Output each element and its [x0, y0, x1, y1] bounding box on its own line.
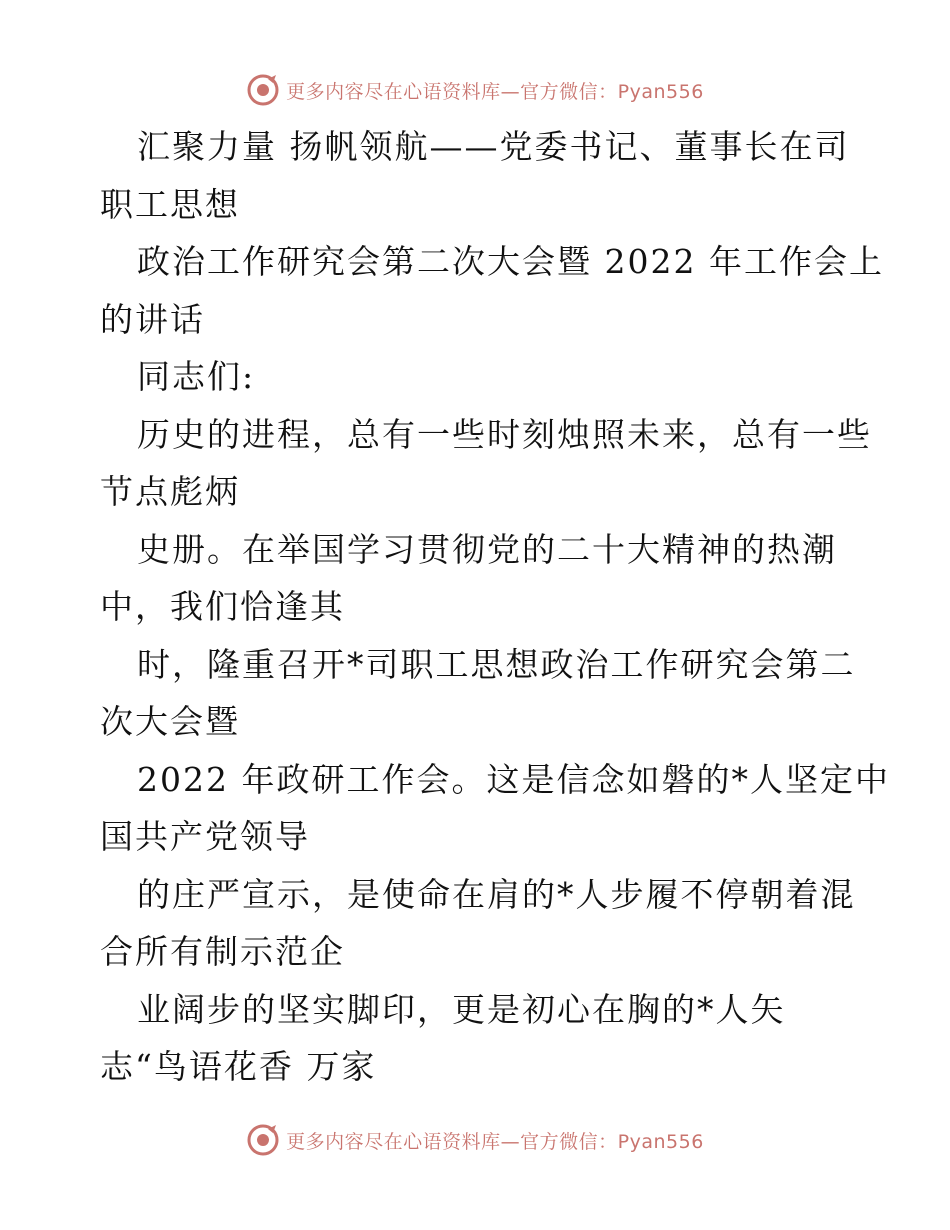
paragraph-line: 中，我们恰逢其 [100, 587, 345, 626]
title-line-1: 汇聚力量 扬帆领航——党委书记、董事长在司 [137, 127, 850, 166]
paragraph-line: 史册。在举国学习贯彻党的二十大精神的热潮 [137, 529, 837, 569]
document-body [100, 118, 890, 1096]
paragraph-line: 次大会暨 [100, 702, 240, 741]
paragraph-line: 节点彪炳 [100, 472, 240, 511]
paragraph-line: 业阔步的坚实脚印，更是初心在胸的*人矢 [137, 989, 786, 1029]
seal-icon [246, 73, 280, 107]
paragraph-line: 历史的进程，总有一些时刻烛照未来，总有一些 [137, 414, 872, 454]
watermark-text: 更多内容尽在心语资料库—官方微信：Pyan556 [286, 1130, 704, 1153]
paragraph-line: 国共产党领导 [100, 817, 310, 856]
title-line-3: 政治工作研究会第二次大会暨 2022 年工作会上 [137, 242, 884, 281]
paragraph-line: 合所有制示范企 [100, 932, 345, 971]
salutation: 同志们: [137, 357, 256, 396]
watermark-header [0, 70, 950, 110]
seal-icon [246, 1123, 280, 1157]
watermark-footer [0, 1120, 950, 1160]
paragraph-line: 的庄严宣示，是使命在肩的*人步履不停朝着混 [137, 874, 856, 914]
title-line-2: 职工思想 [100, 184, 240, 224]
paragraph-line: 志“鸟语花香 万家 [100, 1047, 377, 1086]
paragraph-line: 时，隆重召开*司职工思想政治工作研究会第二 [137, 644, 856, 684]
title-line-4: 的讲话 [100, 299, 205, 339]
paragraph-line: 2022 年政研工作会。这是信念如磐的*人坚定中 [137, 759, 890, 799]
watermark-text: 更多内容尽在心语资料库—官方微信：Pyan556 [286, 80, 704, 103]
